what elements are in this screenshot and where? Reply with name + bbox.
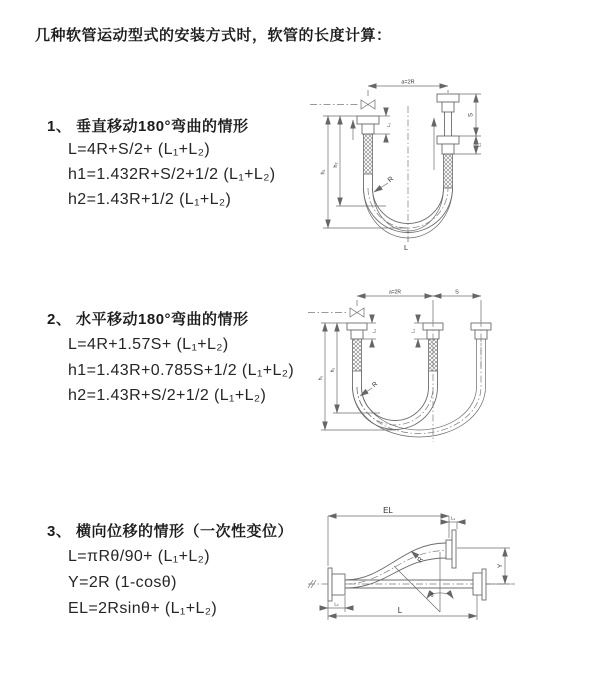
flange-plate bbox=[437, 136, 459, 144]
dim-label-l2: L₂ bbox=[334, 601, 339, 607]
formula-line: L=4R+S/2+ (L₁+L₂) bbox=[68, 141, 211, 158]
angle-arrow bbox=[440, 593, 453, 599]
hose-arc bbox=[362, 387, 429, 421]
dim-label-h1: h₁ bbox=[318, 375, 324, 381]
flange-plate bbox=[347, 323, 367, 330]
hose-curve bbox=[345, 543, 446, 580]
dim-label-s: S bbox=[455, 289, 459, 296]
flange-plate bbox=[328, 568, 332, 601]
formula-line: L=πRθ/90+ (L₁+L₂) bbox=[68, 548, 210, 565]
formula-line: h1=1.432R+S/2+1/2 (L₁+L₂) bbox=[68, 166, 276, 183]
dim-label-r: R bbox=[416, 556, 425, 565]
dim-label-el: EL bbox=[383, 506, 393, 515]
section-heading-3: 3、 横向位移的情形（一次性变位） bbox=[47, 523, 294, 540]
flange-plate bbox=[482, 569, 486, 600]
formula-line: h2=1.43R+S/2+1/2 (L₁+L₂) bbox=[68, 387, 267, 404]
hose-braid bbox=[444, 154, 453, 188]
formula-line: EL=2Rsinθ+ (L₁+L₂) bbox=[68, 600, 218, 617]
diagram-vertical-move-180 bbox=[300, 70, 590, 270]
dim-label-l1-right: L₁ bbox=[476, 142, 482, 148]
flange-neck bbox=[442, 144, 454, 154]
flange-neck bbox=[442, 102, 454, 112]
formula-line: Y=2R (1-cosθ) bbox=[68, 574, 177, 591]
dim-label-h2: h₂ bbox=[333, 162, 339, 168]
dim-label-y: Y bbox=[497, 563, 504, 569]
dim-label-l1-left: L₁ bbox=[386, 122, 391, 128]
section-heading-1: 1、 垂直移动180°弯曲的情形 bbox=[47, 118, 249, 135]
dim-label-s: S bbox=[468, 112, 475, 118]
flange-hub bbox=[473, 573, 482, 595]
dim-label-theta: θ bbox=[430, 593, 434, 599]
formula-line: h1=1.43R+0.785S+1/2 (L₁+L₂) bbox=[68, 362, 295, 379]
flange-hub-moved bbox=[446, 540, 452, 559]
formula-line: h2=1.43R+1/2 (L₁+L₂) bbox=[68, 191, 232, 208]
dim-label-a2r: a=2R bbox=[388, 289, 402, 296]
flange-plate bbox=[437, 94, 459, 102]
hose-braid bbox=[364, 134, 373, 174]
hose-braid bbox=[353, 339, 362, 371]
dim-label-h2: h₂ bbox=[330, 367, 336, 373]
dim-label-r: R bbox=[370, 380, 380, 390]
diagram-lateral-displacement bbox=[300, 500, 598, 670]
formula-line: L=4R+1.57S+ (L₁+L₂) bbox=[68, 336, 229, 353]
dim-label-l1: L₁ bbox=[450, 515, 456, 521]
valve-icon bbox=[361, 100, 375, 109]
dim-label-l1-left: L₁ bbox=[371, 329, 377, 333]
dim-label-l1-mid: L₁ bbox=[410, 329, 416, 333]
flange-plate bbox=[357, 116, 379, 124]
flange-neck bbox=[362, 124, 374, 134]
flange-plate-moved bbox=[452, 530, 456, 568]
flange-hub bbox=[332, 574, 345, 595]
dim-label-h1: h₁ bbox=[320, 169, 327, 175]
hose-curve bbox=[345, 558, 446, 588]
page-title: 几种软管运动型式的安装方式时，软管的长度计算： bbox=[35, 27, 392, 44]
dim-label-r: R bbox=[386, 175, 396, 185]
diagram-horizontal-move-180 bbox=[300, 282, 590, 467]
dim-label-l: L bbox=[397, 606, 403, 615]
flange-neck bbox=[351, 330, 363, 339]
section-heading-2: 2、 水平移动180°弯曲的情形 bbox=[47, 311, 249, 328]
dim-label-a2r: a=2R bbox=[401, 79, 415, 86]
dim-label-l: L bbox=[404, 243, 409, 252]
valve-icon bbox=[350, 308, 364, 317]
hose-arc bbox=[353, 387, 438, 430]
